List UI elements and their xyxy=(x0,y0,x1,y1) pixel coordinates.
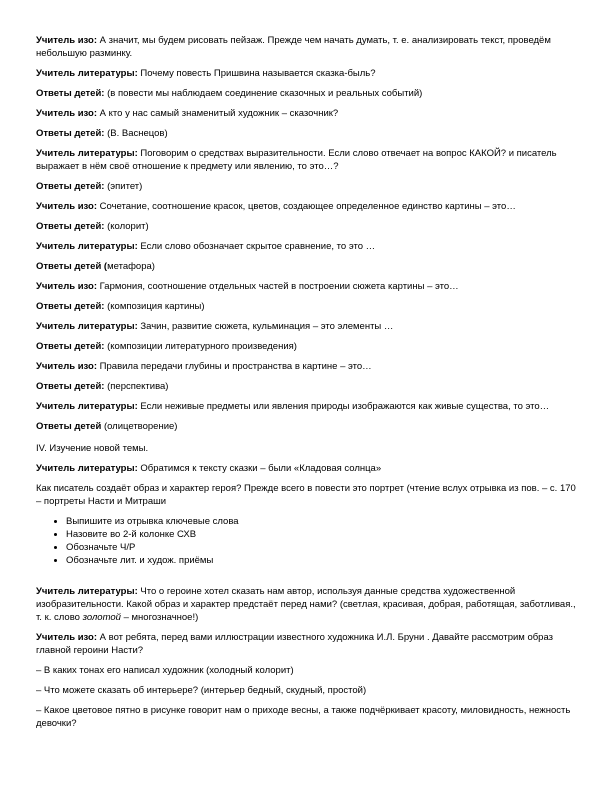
line-text: (В. Васнецов) xyxy=(107,128,168,139)
dialogue-line xyxy=(36,320,576,333)
line-text: Зачин, развитие сюжета, кульминация – это элементы … xyxy=(140,321,394,332)
line-text: (олицетворение) xyxy=(103,421,178,432)
speaker-separator: : xyxy=(93,361,100,372)
question-line: – Что можете сказать об интерьере? (интерьер бедный, скудный, простой) xyxy=(36,685,367,696)
line-text: Сочетание, соотношение красок, цветов, создающее определенное единство картины – это… xyxy=(99,201,516,212)
speaker-separator: : xyxy=(101,181,108,192)
line-text: метафора) xyxy=(107,261,155,272)
dialogue-line xyxy=(36,420,576,433)
list-item: • Назовите во 2-й колонке СХВ xyxy=(66,528,576,541)
line-text: Если слово обозначает скрытое сравнение, то это … xyxy=(140,241,376,252)
line-text: (в повести мы наблюдаем соединение сказочных и реальных событий) xyxy=(107,88,423,99)
dialogue-line xyxy=(36,107,576,120)
dialogue-line xyxy=(36,180,576,193)
list-item: • Обозначьте Ч/Р xyxy=(66,541,576,554)
dialogue-line xyxy=(36,260,576,273)
speaker-separator: : xyxy=(101,88,108,99)
dialogue-line xyxy=(36,300,576,313)
speaker-separator: : xyxy=(101,128,108,139)
speaker-label: Учитель изо xyxy=(36,201,94,212)
section-heading: IV. Изучение новой темы. xyxy=(36,443,149,454)
dialogue-block xyxy=(36,34,576,433)
dialogue-line xyxy=(36,127,576,140)
dialogue-line xyxy=(36,380,576,393)
speaker-separator: : xyxy=(93,35,100,46)
speaker-separator: : xyxy=(134,586,141,597)
speaker-label: Ответы детей ( xyxy=(36,261,108,272)
speaker-label: Ответы детей xyxy=(36,381,102,392)
speaker-separator: : xyxy=(93,281,100,292)
intro-line xyxy=(36,462,576,475)
speaker-label: Ответы детей xyxy=(36,181,102,192)
speaker-label: Учитель изо xyxy=(36,108,94,119)
line-text: (колорит) xyxy=(107,221,149,232)
speaker-label: Учитель литературы xyxy=(36,463,135,474)
line-text: Обратимся к тексту сказки – были «Кладовая солнца» xyxy=(140,463,382,474)
line-text: (эпитет) xyxy=(107,181,143,192)
speaker-separator: : xyxy=(134,148,141,159)
speaker-separator: : xyxy=(134,401,141,412)
dialogue-line xyxy=(36,240,576,253)
dialogue-line xyxy=(36,147,576,173)
speaker-separator: : xyxy=(134,68,141,79)
line-text: (композиции литературного произведения) xyxy=(107,341,297,352)
speaker-label: Учитель изо xyxy=(36,281,94,292)
speaker-label: Учитель литературы xyxy=(36,68,135,79)
speaker-label: Ответы детей xyxy=(36,221,102,232)
speaker-label: Ответы детей xyxy=(36,128,102,139)
line-text: Поговорим о средствах выразительности. Если слово отвечает на вопрос КАКОЙ? и писатель выражает в нём своё отношение к предмету или явлению, то это…? xyxy=(36,148,557,172)
speaker-separator: : xyxy=(134,241,141,252)
speaker-label: Учитель изо xyxy=(36,632,94,643)
dialogue-line xyxy=(36,220,576,233)
speaker-label: Учитель литературы xyxy=(36,241,135,252)
speaker-separator: : xyxy=(101,301,108,312)
speaker-label: Учитель литературы xyxy=(36,321,135,332)
speaker-label: Учитель изо xyxy=(36,361,94,372)
line-text: – многозначное!) xyxy=(120,612,199,623)
speaker-label: Учитель литературы xyxy=(36,401,135,412)
dialogue-line xyxy=(36,360,576,373)
speaker-separator: : xyxy=(93,632,100,643)
speaker-label: Ответы детей xyxy=(36,88,102,99)
line-text: Что о героине хотел сказать нам автор, используя данные средства художественной изобразительности. Какой образ и характер предстаёт перед нами? (светлая, красивая, добрая, работящая, заботливая., т. к. слово xyxy=(36,586,576,623)
dialogue-line xyxy=(36,340,576,353)
emphasis-word: золотой xyxy=(82,612,121,623)
task-list xyxy=(36,515,576,567)
line-text: Почему повесть Пришвина называется сказка-быль? xyxy=(140,68,376,79)
speaker-label: Ответы детей xyxy=(36,301,102,312)
line-text: А кто у нас самый знаменитый художник – сказочник? xyxy=(99,108,339,119)
dialogue-line xyxy=(36,67,576,80)
dialogue-line xyxy=(36,200,576,213)
list-item: • Обозначьте лит. и худож. приёмы xyxy=(66,554,576,567)
portrait-paragraph: Как писатель создаёт образ и характер героя? Прежде всего в повести это портрет (чтение вслух отрывка из пов. – с. 170 – портреты Насти и Митраши xyxy=(36,483,576,507)
speaker-label: Учитель литературы xyxy=(36,586,135,597)
line-text: Правила передачи глубины и пространства в картине – это… xyxy=(99,361,372,372)
literature-teacher-paragraph xyxy=(36,585,576,624)
speaker-separator: : xyxy=(101,381,108,392)
list-item: • Выпишите из отрывка ключевые слова xyxy=(66,515,576,528)
speaker-label: Учитель литературы xyxy=(36,148,135,159)
speaker-label: Ответы детей xyxy=(36,421,102,432)
speaker-separator: : xyxy=(101,221,108,232)
dialogue-line xyxy=(36,34,576,60)
line-text: (композиция картины) xyxy=(107,301,205,312)
speaker-label: Учитель изо xyxy=(36,35,94,46)
line-text: Гармония, соотношение отдельных частей в построении сюжета картины – это… xyxy=(99,281,459,292)
art-teacher-paragraph xyxy=(36,631,576,657)
speaker-separator: : xyxy=(134,463,141,474)
speaker-separator: : xyxy=(93,201,100,212)
dialogue-line xyxy=(36,280,576,293)
line-text: А значит, мы будем рисовать пейзаж. Прежде чем начать думать, т. е. анализировать текст, проведём небольшую разминку. xyxy=(36,35,551,59)
line-text: (перспектива) xyxy=(107,381,169,392)
line-text: Если неживые предметы или явления природы изображаются как живые существа, то это… xyxy=(140,401,550,412)
dialogue-line xyxy=(36,400,576,413)
speaker-label: Ответы детей xyxy=(36,341,102,352)
dialogue-line xyxy=(36,87,576,100)
line-text: А вот ребята, перед вами иллюстрации известного художника И.Л. Бруни . Давайте рассмотрим образ главной героини Насти? xyxy=(36,632,553,656)
question-line: – Какое цветовое пятно в рисунке говорит нам о приходе весны, а также подчёркивает красоту, миловидность, нежность девочки? xyxy=(36,705,571,729)
speaker-separator: : xyxy=(93,108,100,119)
speaker-separator: : xyxy=(134,321,141,332)
speaker-separator: : xyxy=(101,341,108,352)
question-line: – В каких тонах его написал художник (холодный колорит) xyxy=(36,665,294,676)
